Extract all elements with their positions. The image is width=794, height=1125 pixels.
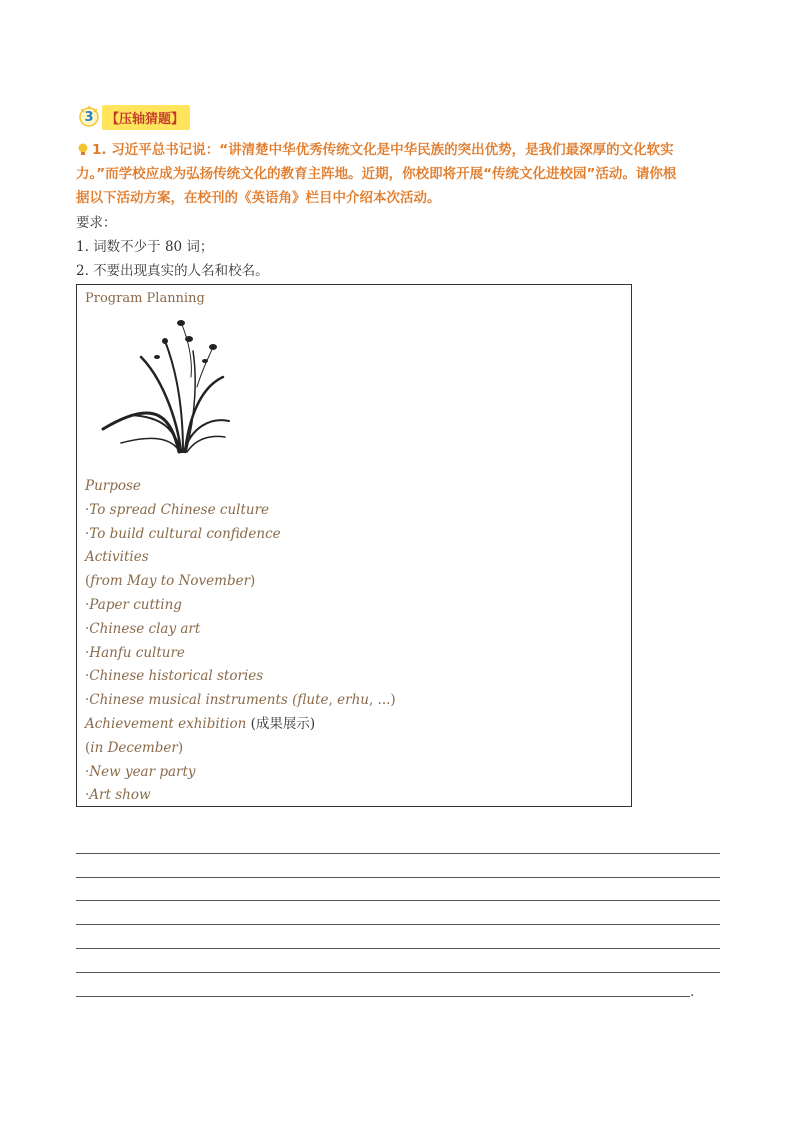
activity-item-instruments: ·Chinese musical instruments (flute, erhu, ...) <box>85 692 396 709</box>
answer-line[interactable] <box>76 853 720 854</box>
badge-number: 3 <box>78 106 100 128</box>
orchid-illustration <box>101 317 231 457</box>
activities-time: (from May to November) <box>85 573 256 590</box>
activity-item: ·Hanfu culture <box>85 644 185 661</box>
program-planning-box <box>76 284 632 807</box>
answer-line[interactable] <box>76 948 720 949</box>
purpose-item: ·To build cultural confidence <box>85 525 281 542</box>
exhibition-item: ·New year party <box>85 763 196 780</box>
purpose-item: ·To spread Chinese culture <box>85 501 270 518</box>
answer-line[interactable] <box>76 924 720 925</box>
exhibition-time: (in December) <box>85 739 184 756</box>
requirement-2: 2. 不要出现真实的人名和校名。 <box>76 263 269 279</box>
exhibition-item: ·Art show <box>85 787 151 804</box>
answer-line[interactable] <box>76 996 690 997</box>
activity-item: ·Paper cutting <box>85 596 182 613</box>
activities-heading: Activities <box>85 549 149 566</box>
question-line-1: 1. 习近平总书记说：“讲清楚中华优秀传统文化是中华民族的突出优势，是我们最深厚的文化软实 <box>92 142 674 158</box>
exhibition-heading: Achievement exhibition (成果展示) <box>85 715 316 732</box>
section-badge <box>78 105 190 129</box>
activity-item: ·Chinese historical stories <box>85 668 264 685</box>
badge-label: 【压轴猜题】 <box>102 105 190 130</box>
answer-line[interactable] <box>76 877 720 878</box>
question-line-3: 据以下活动方案，在校刊的《英语角》栏目中介绍本次活动。 <box>76 190 441 206</box>
answer-line[interactable] <box>76 900 720 901</box>
requirements-heading: 要求： <box>76 215 117 231</box>
plan-title: Program Planning <box>85 291 205 306</box>
lightbulb-icon <box>76 142 90 156</box>
answer-end-period: . <box>690 985 695 1000</box>
requirement-1: 1. 词数不少于 80 词； <box>76 239 214 255</box>
plan-content <box>85 475 396 808</box>
question-line-2: 力。”而学校应成为弘扬传统文化的教育主阵地。近期，你校即将开展“传统文化进校园”活动。请你根 <box>76 166 677 182</box>
answer-line[interactable] <box>76 972 720 973</box>
purpose-heading: Purpose <box>85 478 141 494</box>
activity-item: ·Chinese clay art <box>85 620 201 637</box>
question-text <box>76 138 726 210</box>
